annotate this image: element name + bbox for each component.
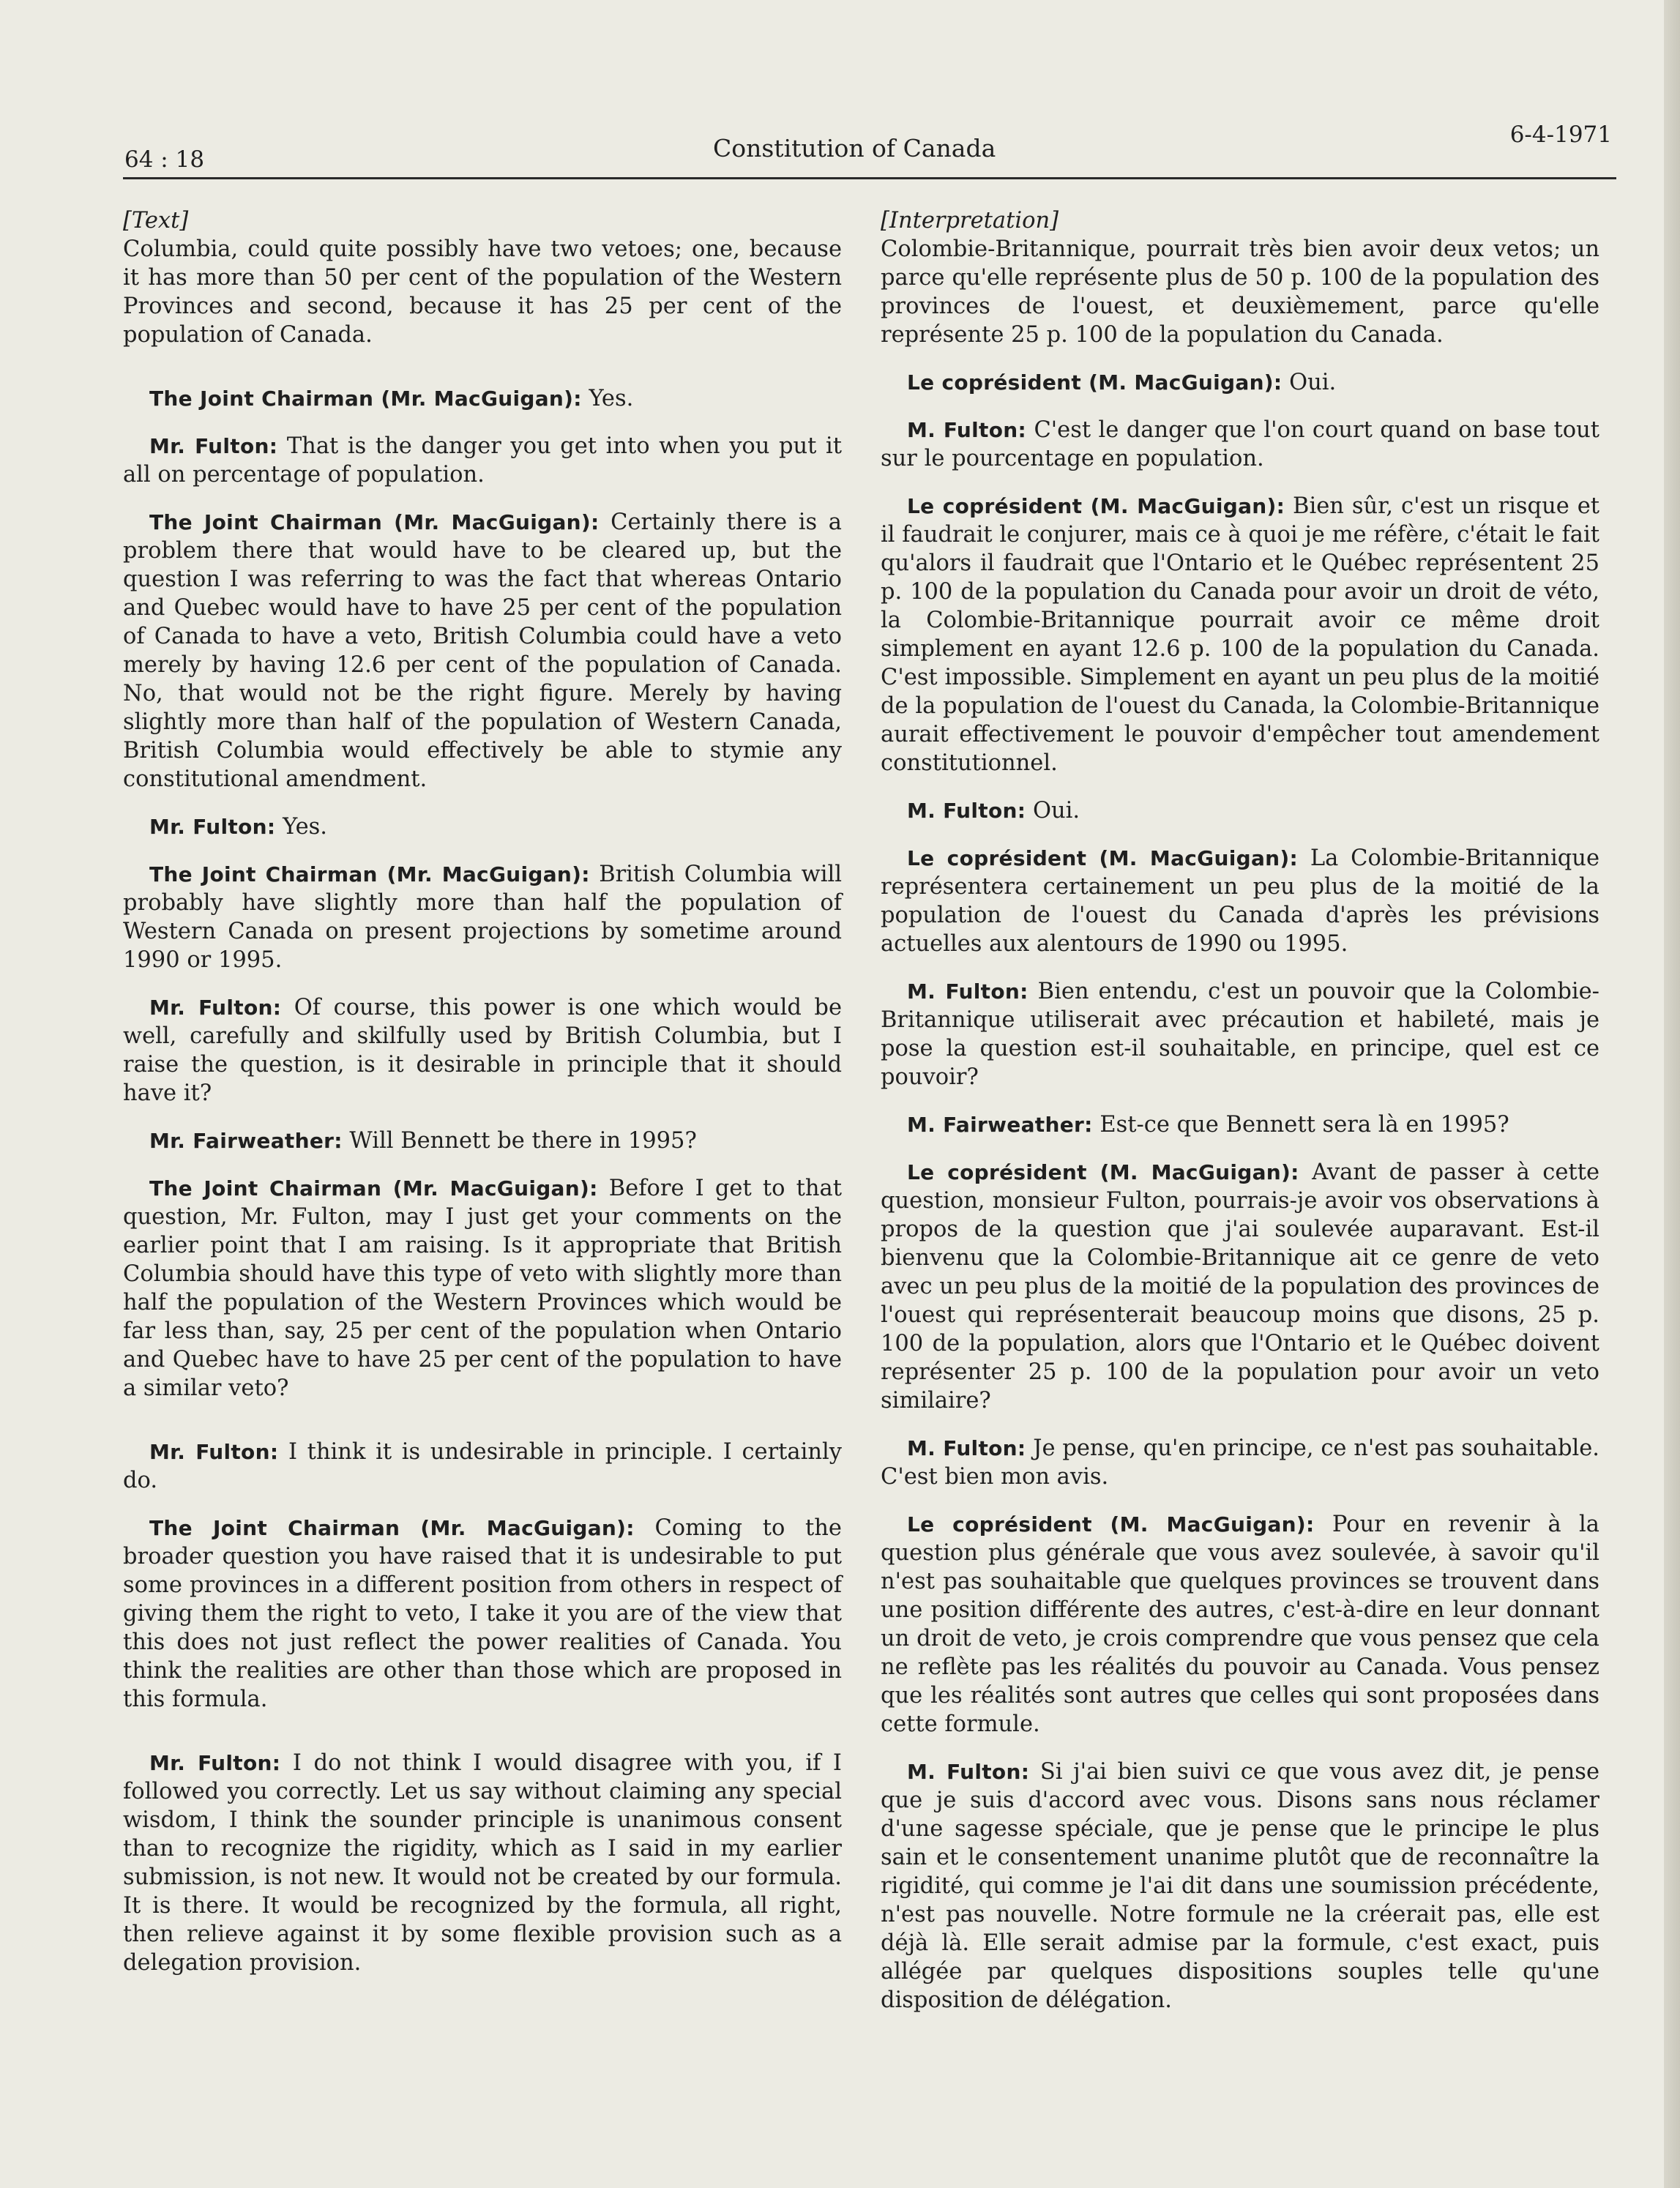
paragraph-text: Bien sûr, c'est un risque et il faudrait le conjurer, mais ce à quoi je me réfère, c'était le fait qu'alors il faudrait que l'Ontario et le Québec représentent 25 p. 100 de la population du Canada pour avoir un droit de véto, la Colombie-Britannique pourrait avoir ce même droit simplement en ayant 12.6 p. 100 de la population du Canada. C'est impossible. Simplement en ayant un peu plus de la moitié de la population de l'ouest du Canada, la Colombie-Britannique aurait effectivement le pouvoir d'empêcher tout amendement constitutionnel. (881, 493, 1599, 776)
paragraph-text: I think it is undesirable in principle. I certainly do. (123, 1439, 842, 1493)
paragraph (123, 1749, 842, 1977)
paragraph (123, 1438, 842, 1495)
paragraph-text: Will Bennett be there in 1995? (349, 1128, 697, 1154)
paragraph (881, 1758, 1599, 2015)
speaker-name: M. Fulton: (907, 418, 1026, 442)
paragraph-text: Columbia, could quite possibly have two vetoes; one, because it has more than 50 per cent of the population of the Western Provinces and second, because it has 25 per cent of the population of Canada. (123, 236, 842, 348)
speaker-name: Mr. Fulton: (149, 815, 276, 839)
running-header (123, 110, 1616, 179)
speaker-name: M. Fairweather: (907, 1113, 1093, 1137)
speaker-name: Le coprésident (M. MacGuigan): (907, 494, 1285, 518)
page-edge (1664, 0, 1680, 2188)
paragraph (123, 508, 842, 794)
speaker-name: Le coprésident (M. MacGuigan): (907, 1160, 1299, 1184)
paragraph-text: C'est le danger que l'on court quand on base tout sur le pourcentage en population. (881, 417, 1599, 471)
paragraph-text: Colombie-Britannique, pourrait très bien avoir deux vetos; un parce qu'elle représente plus de 50 p. 100 de la population des provinces de l'ouest, et deuxièmement, parce qu'elle représente 25 p. 100 de la population du Canada. (881, 236, 1599, 348)
speaker-name: Mr. Fulton: (149, 1751, 281, 1775)
paragraph (881, 416, 1599, 473)
paragraph (881, 492, 1599, 777)
french-column (881, 206, 1599, 2034)
paragraph-text: British Columbia will probably have slightly more than half the population of Western Canada on present projections by sometime around 1990 or 1995. (123, 862, 842, 973)
speaker-name: The Joint Chairman (Mr. MacGuigan): (149, 1516, 635, 1540)
paragraph-text: Je pense, qu'en principe, ce n'est pas souhaitable. C'est bien mon avis. (881, 1435, 1600, 1490)
speaker-name: Mr. Fulton: (149, 434, 278, 458)
document-title: Constitution of Canada (713, 134, 996, 163)
speaker-name: The Joint Chairman (Mr. MacGuigan): (149, 510, 600, 534)
paragraph-text: Coming to the broader question you have raised that it is undesirable to put some provinces in a different position from others in respect of giving them the right to veto, I take it you are of the view that this does not just reflect the power realities of Canada. You think the realities are other than those which are proposed in this formula. (123, 1515, 842, 1712)
paragraph (881, 1434, 1599, 1491)
paragraph (881, 1110, 1599, 1139)
paragraph (881, 1510, 1599, 1739)
paragraph (881, 796, 1599, 825)
speaker-name: The Joint Chairman (Mr. MacGuigan): (149, 387, 582, 411)
paragraph (123, 1174, 842, 1403)
paragraph-text: Yes. (589, 386, 634, 411)
paragraph-text: Pour en revenir à la question plus générale que vous avez soulevée, à savoir qu'il n'est pas souhaitable que quelques provinces se trouvent dans une position différente des autres, c'est-à-dire en leur donnant un droit de veto, je crois comprendre que vous pensez que cela ne reflète pas les réalités du pouvoir au Canada. Vous pensez que les réalités sont autres que celles qui sont proposées dans cette formule. (881, 1512, 1599, 1737)
paragraph (123, 813, 842, 841)
paragraph (881, 235, 1599, 349)
speaker-name: The Joint Chairman (Mr. MacGuigan): (149, 862, 590, 886)
paragraph (123, 1514, 842, 1714)
speaker-name: The Joint Chairman (Mr. MacGuigan): (149, 1176, 598, 1201)
paragraph (881, 368, 1599, 397)
paragraph-text: Of course, this power is one which would be well, carefully and skilfully used by British Columbia, but I raise the question, is it desirable in principle that it should have it? (123, 995, 842, 1106)
paragraph (123, 993, 842, 1108)
paragraph-text: Before I get to that question, Mr. Fulton, may I just get your comments on the earlier point that I am raising. Is it appropriate that British Columbia should have this type of veto with slightly more than half the population of the Western Provinces which would be far less than, say, 25 per cent of the population when Ontario and Quebec have to have 25 per cent of the population to have a similar veto? (123, 1176, 842, 1401)
paragraph (881, 977, 1599, 1091)
paragraph-text: Oui. (1032, 798, 1080, 824)
paragraph-text: La Colombie-Britannique représentera certainement un peu plus de la moitié de la population de l'ouest du Canada d'après les prévisions actuelles aux alentours de 1990 ou 1995. (881, 845, 1599, 957)
speaker-name: Mr. Fairweather: (149, 1129, 343, 1153)
paragraph-text: Est-ce que Bennett sera là en 1995? (1100, 1112, 1509, 1138)
paragraph (881, 1158, 1599, 1415)
paragraph-text: Bien entendu, c'est un pouvoir que la Colombie-Britannique utiliserait avec précaution et habileté, mais je pose la question est-il souhaitable, en principe, quel est ce pouvoir? (881, 979, 1599, 1090)
paragraph-text: Si j'ai bien suivi ce que vous avez dit, je pense que je suis d'accord avec vous. Disons sans nous réclamer d'une sagesse spéciale, que je pense que le principe le plus sain et le consentement unanime plutôt que de reconnaître la rigidité, qui comme je l'ai dit dans une soumission précédente, n'est pas nouvelle. Notre formule ne la créerait pas, elle est déjà là. Elle serait admise par la formule, c'est exact, puis allégée par quelques dispositions souples telle qu'une disposition de délégation. (881, 1759, 1599, 2013)
speaker-name: Mr. Fulton: (149, 996, 282, 1020)
paragraph (123, 235, 842, 349)
paragraph (123, 432, 842, 489)
paragraph-text: Avant de passer à cette question, monsieur Fulton, pourrais-je avoir vos observations à propos de la question que j'ai soulevée auparavant. Est-il bienvenu que la Colombie-Britannique ait ce genre de veto avec un peu plus de la moitié de la population des provinces de l'ouest qui représenterait beaucoup moins que disons, 25 p. 100 de la population, alors que l'Ontario et le Québec doivent représenter 25 p. 100 de la population pour avoir un veto similaire? (881, 1160, 1599, 1414)
speaker-name: Le coprésident (M. MacGuigan): (907, 370, 1283, 395)
paragraph-text: Certainly there is a problem there that would have to be cleared up, but the question I was referring to was the fact that whereas Ontario and Quebec would have to have 25 per cent of the population of Canada to have a veto, British Columbia could have a veto merely by having 12.6 per cent of the population of Canada. No, that would not be the right figure. Merely by having slightly more than half of the population of Western Canada, British Columbia would effectively be able to stymie any constitutional amendment. (123, 509, 842, 792)
sitting-date: 6-4-1971 (1509, 122, 1612, 148)
speaker-name: M. Fulton: (907, 799, 1026, 823)
column-tag: [Interpretation] (881, 208, 1059, 234)
column-tag: [Text] (123, 208, 189, 234)
paragraph-text: Oui. (1289, 370, 1337, 395)
speaker-name: M. Fulton: (907, 979, 1028, 1004)
speaker-name: M. Fulton: (907, 1760, 1030, 1784)
paragraph (123, 860, 842, 974)
english-column (123, 206, 842, 1996)
paragraph (123, 384, 842, 413)
paragraph-text: I do not think I would disagree with you, if I followed you correctly. Let us say without claiming any special wisdom, I think the sounder principle is unanimous consent than to recognize the rigidity, which as I said in my earlier submission, is not new. It would not be created by our formula. It is there. It would be recognized by the formula, all right, then relieve against it by some flexible provision such as a delegation provision. (123, 1750, 842, 1976)
paragraph-text: Yes. (283, 814, 327, 840)
speaker-name: M. Fulton: (907, 1436, 1026, 1460)
speaker-name: Le coprésident (M. MacGuigan): (907, 1512, 1315, 1537)
paragraph (881, 844, 1599, 958)
paragraph (123, 1127, 842, 1155)
speaker-name: Le coprésident (M. MacGuigan): (907, 846, 1298, 870)
paragraph-text: That is the danger you get into when you put it all on percentage of population. (123, 433, 842, 488)
speaker-name: Mr. Fulton: (149, 1440, 279, 1464)
page-number: 64 : 18 (124, 146, 205, 173)
